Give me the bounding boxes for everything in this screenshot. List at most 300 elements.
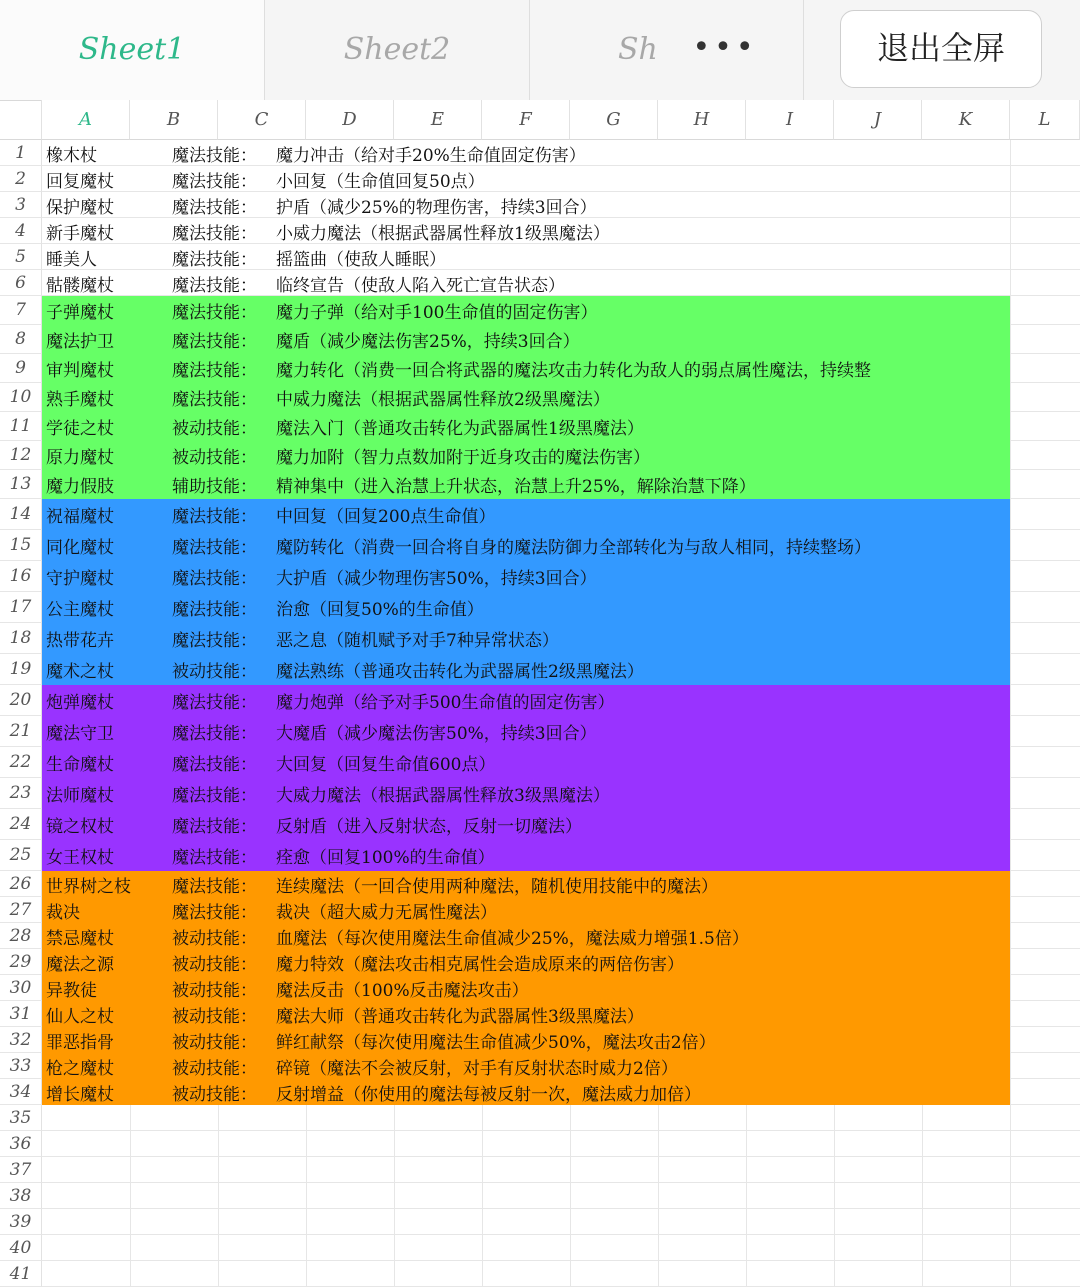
cell-skill-description[interactable]: 魔防转化（消费一回合将自身的魔法防御力全部转化为与敌人相同，持续整场） (276, 538, 871, 558)
cell-skill-description[interactable]: 摇篮曲（使敌人睡眠） (276, 249, 446, 270)
column-gridline (1010, 192, 1011, 218)
column-gridline (394, 1261, 395, 1287)
column-gridline (1010, 871, 1011, 897)
cell-skill-type[interactable]: 辅助技能： (172, 477, 257, 497)
cell-skill-description[interactable]: 魔力炮弹（给予对手500生命值的固定伤害） (276, 693, 615, 713)
column-gridline (834, 1157, 835, 1183)
table-row (0, 592, 1080, 623)
cell-skill-type[interactable]: 魔法技能： (172, 755, 257, 775)
cell-skill-description[interactable]: 魔法大师（普通攻击转化为武器属性3级黑魔法） (276, 1006, 644, 1027)
cell-skill-type[interactable]: 被动技能： (172, 419, 257, 439)
column-gridline (1010, 499, 1011, 530)
row-header[interactable]: 5 (0, 244, 42, 270)
column-gridline (658, 1235, 659, 1261)
cell-name[interactable]: 魔法护卫 (46, 332, 114, 352)
column-gridline (1010, 218, 1011, 244)
table-row (0, 1209, 1080, 1235)
column-gridline (570, 1105, 571, 1131)
column-gridline (658, 1157, 659, 1183)
cell-skill-description[interactable]: 临终宣告（使敌人陷入死亡宣告状态） (276, 275, 565, 296)
cell-skill-type[interactable]: 魔法技能： (172, 693, 257, 713)
column-gridline (1010, 975, 1011, 1001)
column-header-g[interactable]: G (570, 100, 658, 140)
row-header[interactable]: 36 (0, 1131, 42, 1157)
column-gridline (1010, 809, 1011, 840)
column-gridline (482, 1261, 483, 1287)
column-gridline (746, 1235, 747, 1261)
table-row (0, 1183, 1080, 1209)
cell-skill-description[interactable]: 鲜红献祭（每次使用魔法生命值减少50%，魔法攻击2倍） (276, 1032, 716, 1053)
table-row (0, 1157, 1080, 1183)
cell-name[interactable]: 魔法之源 (46, 954, 114, 975)
column-gridline (218, 1209, 219, 1235)
column-gridline (1010, 383, 1011, 412)
cell-skill-description[interactable]: 大护盾（减少物理伤害50%，持续3回合） (276, 569, 597, 589)
table-row (0, 840, 1080, 871)
column-gridline (1010, 716, 1011, 747)
column-gridline (306, 1209, 307, 1235)
column-gridline (570, 1183, 571, 1209)
column-gridline (1010, 923, 1011, 949)
column-gridline (1010, 949, 1011, 975)
row-header[interactable]: 39 (0, 1209, 42, 1235)
cell-name[interactable]: 异教徒 (46, 980, 97, 1001)
row-header[interactable]: 11 (0, 412, 42, 441)
column-gridline (658, 1261, 659, 1287)
column-gridline (130, 1235, 131, 1261)
column-header-l[interactable]: L (1010, 100, 1080, 140)
row-gridlines (42, 1131, 1080, 1157)
cell-skill-description[interactable]: 中回复（回复200点生命值） (276, 507, 496, 527)
column-gridline (746, 1131, 747, 1157)
column-gridline (306, 1131, 307, 1157)
row-header[interactable]: 18 (0, 623, 42, 654)
cell-skill-type[interactable]: 魔法技能： (172, 848, 257, 868)
column-gridline (1010, 166, 1011, 192)
column-gridline (394, 1157, 395, 1183)
table-row (0, 1001, 1080, 1027)
column-gridline (1010, 1261, 1011, 1287)
column-header-c[interactable]: C (218, 100, 306, 140)
table-row (0, 871, 1080, 897)
cell-name[interactable]: 裁决 (46, 902, 80, 923)
cell-name[interactable]: 仙人之杖 (46, 1006, 114, 1027)
cell-skill-type[interactable]: 魔法技能： (172, 223, 257, 244)
column-gridline (570, 1261, 571, 1287)
table-row (0, 1131, 1080, 1157)
column-gridline (130, 1131, 131, 1157)
row-header[interactable]: 23 (0, 778, 42, 809)
table-row (0, 499, 1080, 530)
cell-skill-description[interactable]: 魔力冲击（给对手20%生命值固定伤害） (276, 145, 586, 166)
more-tabs-icon[interactable]: ••• (692, 30, 758, 65)
column-gridline (1010, 1209, 1011, 1235)
row-header[interactable]: 8 (0, 325, 42, 354)
cell-skill-description[interactable]: 魔力加附（智力点数加附于近身攻击的魔法伤害） (276, 448, 650, 468)
cell-name[interactable]: 子弹魔杖 (46, 303, 114, 323)
column-gridline (1010, 1183, 1011, 1209)
table-row (0, 897, 1080, 923)
column-gridline (130, 1183, 131, 1209)
row-header[interactable]: 30 (0, 975, 42, 1001)
column-gridline (834, 1261, 835, 1287)
column-header-k[interactable]: K (922, 100, 1010, 140)
column-gridline (1010, 561, 1011, 592)
cell-skill-type[interactable]: 魔法技能： (172, 569, 257, 589)
column-gridline (570, 1209, 571, 1235)
cell-skill-type[interactable]: 被动技能： (172, 448, 257, 468)
row-header[interactable]: 29 (0, 949, 42, 975)
cell-skill-description[interactable]: 小威力魔法（根据武器属性释放1级黑魔法） (276, 223, 610, 244)
column-gridline (922, 1261, 923, 1287)
table-row (0, 192, 1080, 218)
column-header-e[interactable]: E (394, 100, 482, 140)
column-gridline (1010, 412, 1011, 441)
column-gridline (306, 1261, 307, 1287)
cell-skill-type[interactable]: 魔法技能： (172, 600, 257, 620)
cell-name[interactable]: 睡美人 (46, 249, 97, 270)
cell-skill-type[interactable]: 被动技能： (172, 954, 257, 975)
row-header[interactable]: 16 (0, 561, 42, 592)
row-header[interactable]: 38 (0, 1183, 42, 1209)
cell-name[interactable]: 禁忌魔杖 (46, 928, 114, 949)
cell-name[interactable]: 新手魔杖 (46, 223, 114, 244)
row-header[interactable]: 15 (0, 530, 42, 561)
cell-skill-type[interactable]: 魔法技能： (172, 145, 257, 166)
column-gridline (218, 1105, 219, 1131)
column-header-d[interactable]: D (306, 100, 394, 140)
row-gridlines (42, 1261, 1080, 1287)
row-gridlines (42, 1183, 1080, 1209)
cell-skill-type[interactable]: 魔法技能： (172, 390, 257, 410)
cell-skill-description[interactable]: 小回复（生命值回复50点） (276, 171, 485, 192)
cell-name[interactable]: 生命魔杖 (46, 755, 114, 775)
table-row (0, 949, 1080, 975)
table-row (0, 1261, 1080, 1287)
table-row (0, 1105, 1080, 1131)
row-header[interactable]: 7 (0, 296, 42, 325)
row-header[interactable]: 26 (0, 871, 42, 897)
row-header[interactable]: 34 (0, 1079, 42, 1105)
row-header[interactable]: 13 (0, 470, 42, 499)
column-header-i[interactable]: I (746, 100, 834, 140)
table-row (0, 654, 1080, 685)
cell-skill-type[interactable]: 魔法技能： (172, 786, 257, 806)
cell-skill-type[interactable]: 魔法技能： (172, 275, 257, 296)
cell-name[interactable]: 女王权杖 (46, 848, 114, 868)
column-gridline (746, 1209, 747, 1235)
column-gridline (570, 1157, 571, 1183)
table-row (0, 325, 1080, 354)
cell-skill-description[interactable]: 痊愈（回复100%的生命值） (276, 848, 495, 868)
row-header[interactable]: 27 (0, 897, 42, 923)
cell-name[interactable]: 橡木杖 (46, 145, 97, 166)
cell-skill-description[interactable]: 大威力魔法（根据武器属性释放3级黑魔法） (276, 786, 610, 806)
column-gridline (658, 1209, 659, 1235)
cell-name[interactable]: 学徒之杖 (46, 419, 114, 439)
cell-skill-description[interactable]: 魔盾（减少魔法伤害25%，持续3回合） (276, 332, 580, 352)
cell-skill-type[interactable]: 魔法技能： (172, 171, 257, 192)
cell-skill-description[interactable]: 魔力特效（魔法攻击相克属性会造成原来的两倍伤害） (276, 954, 684, 975)
row-header[interactable]: 1 (0, 140, 42, 166)
row-header[interactable]: 14 (0, 499, 42, 530)
table-row (0, 1053, 1080, 1079)
cell-skill-description[interactable]: 大魔盾（减少魔法伤害50%，持续3回合） (276, 724, 597, 744)
cell-name[interactable]: 罪恶指骨 (46, 1032, 114, 1053)
table-row (0, 270, 1080, 296)
cell-skill-type[interactable]: 魔法技能： (172, 538, 257, 558)
column-gridline (1010, 747, 1011, 778)
cell-skill-description[interactable]: 连续魔法（一回合使用两种魔法，随机使用技能中的魔法） (276, 876, 718, 897)
column-header-b[interactable]: B (130, 100, 218, 140)
cell-skill-description[interactable]: 中威力魔法（根据武器属性释放2级黑魔法） (276, 390, 610, 410)
row-header[interactable]: 32 (0, 1027, 42, 1053)
cell-name[interactable]: 热带花卉 (46, 631, 114, 651)
column-gridline (130, 1261, 131, 1287)
cell-skill-type[interactable]: 被动技能： (172, 980, 257, 1001)
column-gridline (658, 1131, 659, 1157)
column-gridline (570, 1131, 571, 1157)
cell-name[interactable]: 审判魔杖 (46, 361, 114, 381)
column-gridline (130, 1105, 131, 1131)
cell-skill-description[interactable]: 护盾（减少25%的物理伤害，持续3回合） (276, 197, 597, 218)
cell-skill-type[interactable]: 魔法技能： (172, 876, 257, 897)
column-gridline (1010, 1053, 1011, 1079)
table-row (0, 470, 1080, 499)
cell-skill-description[interactable]: 裁决（超大威力无属性魔法） (276, 902, 497, 923)
cell-name[interactable]: 世界树之枝 (46, 876, 131, 897)
row-header[interactable]: 2 (0, 166, 42, 192)
cell-skill-type[interactable]: 被动技能： (172, 1006, 257, 1027)
cell-name[interactable]: 原力魔杖 (46, 448, 114, 468)
cell-skill-type[interactable]: 魔法技能： (172, 902, 257, 923)
column-gridline (1010, 441, 1011, 470)
cell-name[interactable]: 公主魔杖 (46, 600, 114, 620)
column-gridline (306, 1235, 307, 1261)
table-row (0, 561, 1080, 592)
select-all-corner[interactable] (0, 100, 42, 140)
table-row (0, 166, 1080, 192)
column-header-j[interactable]: J (834, 100, 922, 140)
column-gridline (394, 1209, 395, 1235)
column-gridline (482, 1157, 483, 1183)
row-header[interactable]: 40 (0, 1235, 42, 1261)
cell-skill-description[interactable]: 魔法入门（普通攻击转化为武器属性1级黑魔法） (276, 419, 644, 439)
column-gridline (746, 1261, 747, 1287)
table-row (0, 530, 1080, 561)
table-row (0, 1027, 1080, 1053)
row-header[interactable]: 19 (0, 654, 42, 685)
row-header[interactable]: 35 (0, 1105, 42, 1131)
column-gridline (394, 1105, 395, 1131)
cell-skill-description[interactable]: 治愈（回复50%的生命值） (276, 600, 484, 620)
column-gridline (482, 1183, 483, 1209)
column-gridline (922, 1105, 923, 1131)
column-gridline (394, 1131, 395, 1157)
row-header[interactable]: 12 (0, 441, 42, 470)
row-gridlines (42, 1157, 1080, 1183)
column-gridline (482, 1209, 483, 1235)
cell-skill-description[interactable]: 大回复（回复生命值600点） (276, 755, 496, 775)
row-header[interactable]: 31 (0, 1001, 42, 1027)
sheet-tab-bar (0, 0, 1080, 101)
column-header-h[interactable]: H (658, 100, 746, 140)
column-gridline (1010, 1235, 1011, 1261)
cell-skill-type[interactable]: 被动技能： (172, 928, 257, 949)
column-gridline (1010, 623, 1011, 654)
cell-skill-description[interactable]: 魔法反击（100%反击魔法攻击） (276, 980, 529, 1001)
row-gridlines (42, 1105, 1080, 1131)
cell-name[interactable]: 镜之权杖 (46, 817, 114, 837)
cell-skill-description[interactable]: 精神集中（进入治慧上升状态，治慧上升25%，解除治慧下降） (276, 477, 756, 497)
row-header[interactable]: 9 (0, 354, 42, 383)
cell-skill-type[interactable]: 被动技能： (172, 1058, 257, 1079)
column-gridline (306, 1157, 307, 1183)
cell-name[interactable]: 枪之魔杖 (46, 1058, 114, 1079)
cell-skill-type[interactable]: 魔法技能： (172, 249, 257, 270)
cell-skill-type[interactable]: 魔法技能： (172, 303, 257, 323)
column-gridline (130, 1209, 131, 1235)
row-header[interactable]: 22 (0, 747, 42, 778)
cell-skill-type[interactable]: 被动技能： (172, 662, 257, 682)
column-gridline (834, 1131, 835, 1157)
column-header-f[interactable]: F (482, 100, 570, 140)
row-header[interactable]: 28 (0, 923, 42, 949)
cell-skill-description[interactable]: 血魔法（每次使用魔法生命值减少25%，魔法威力增强1.5倍） (276, 928, 749, 949)
spreadsheet-grid[interactable] (0, 100, 1080, 1288)
row-header[interactable]: 25 (0, 840, 42, 871)
cell-name[interactable]: 魔力假肢 (46, 477, 114, 497)
column-gridline (1010, 1079, 1011, 1105)
cell-name[interactable]: 炮弹魔杖 (46, 693, 114, 713)
cell-skill-description[interactable]: 反射增益（你使用的魔法每被反射一次，魔法威力加倍） (276, 1084, 701, 1105)
column-gridline (658, 1105, 659, 1131)
cell-skill-type[interactable]: 魔法技能： (172, 724, 257, 744)
column-gridline (746, 1183, 747, 1209)
column-gridline (1010, 244, 1011, 270)
column-gridline (394, 1235, 395, 1261)
cell-name[interactable]: 祝福魔杖 (46, 507, 114, 527)
row-header[interactable]: 3 (0, 192, 42, 218)
column-gridline (658, 1183, 659, 1209)
column-gridline (922, 1235, 923, 1261)
column-gridline (218, 1261, 219, 1287)
cell-skill-type[interactable]: 魔法技能： (172, 197, 257, 218)
cell-name[interactable]: 同化魔杖 (46, 538, 114, 558)
column-gridline (834, 1209, 835, 1235)
column-header-a[interactable]: A (42, 100, 130, 140)
column-gridline (1010, 354, 1011, 383)
cell-skill-type[interactable]: 魔法技能： (172, 507, 257, 527)
column-gridline (482, 1105, 483, 1131)
cell-name[interactable]: 骷髅魔杖 (46, 275, 114, 296)
cell-name[interactable]: 熟手魔杖 (46, 390, 114, 410)
cell-skill-description[interactable]: 魔法熟练（普通攻击转化为武器属性2级黑魔法） (276, 662, 644, 682)
row-header[interactable]: 21 (0, 716, 42, 747)
cell-skill-type[interactable]: 魔法技能： (172, 361, 257, 381)
cell-name[interactable]: 守护魔杖 (46, 569, 114, 589)
column-gridline (218, 1131, 219, 1157)
column-gridline (218, 1235, 219, 1261)
cell-name[interactable]: 增长魔杖 (46, 1084, 114, 1105)
column-gridline (482, 1235, 483, 1261)
table-row (0, 218, 1080, 244)
tab-sheet2[interactable]: Sheet2 (265, 0, 530, 100)
cell-skill-description[interactable]: 反射盾（进入反射状态，反射一切魔法） (276, 817, 582, 837)
column-gridline (1010, 325, 1011, 354)
cell-name[interactable]: 回复魔杖 (46, 171, 114, 192)
row-header[interactable]: 41 (0, 1261, 42, 1287)
column-gridline (922, 1157, 923, 1183)
column-gridline (1010, 592, 1011, 623)
tab-sheet1[interactable]: Sheet1 (0, 0, 265, 100)
cell-skill-description[interactable]: 魔力转化（消费一回合将武器的魔法攻击力转化为敌人的弱点属性魔法，持续整 (276, 361, 871, 381)
column-gridline (1010, 1131, 1011, 1157)
cell-name[interactable]: 魔术之杖 (46, 662, 114, 682)
cell-skill-type[interactable]: 魔法技能： (172, 332, 257, 352)
row-header[interactable]: 10 (0, 383, 42, 412)
column-gridline (1010, 270, 1011, 296)
row-gridlines (42, 1235, 1080, 1261)
column-gridline (1010, 897, 1011, 923)
row-header[interactable]: 33 (0, 1053, 42, 1079)
column-gridline (922, 1131, 923, 1157)
cell-name[interactable]: 魔法守卫 (46, 724, 114, 744)
column-gridline (1010, 530, 1011, 561)
column-gridline (746, 1157, 747, 1183)
row-header[interactable]: 20 (0, 685, 42, 716)
cell-skill-type[interactable]: 魔法技能： (172, 631, 257, 651)
table-row (0, 778, 1080, 809)
column-gridline (394, 1183, 395, 1209)
column-gridline (570, 1235, 571, 1261)
tab-sheet3[interactable]: Sh (530, 0, 804, 100)
column-gridline (130, 1157, 131, 1183)
row-header[interactable]: 24 (0, 809, 42, 840)
cell-skill-description[interactable]: 恶之息（随机赋予对手7种异常状态） (276, 631, 559, 651)
column-gridline (1010, 840, 1011, 871)
cell-name[interactable]: 保护魔杖 (46, 197, 114, 218)
column-gridline (1010, 685, 1011, 716)
table-row (0, 923, 1080, 949)
row-header[interactable]: 4 (0, 218, 42, 244)
cell-skill-type[interactable]: 被动技能： (172, 1084, 257, 1105)
column-gridline (1010, 140, 1011, 166)
column-gridline (746, 1105, 747, 1131)
table-row (0, 1079, 1080, 1105)
cell-name[interactable]: 法师魔杖 (46, 786, 114, 806)
table-row (0, 383, 1080, 412)
table-row (0, 140, 1080, 166)
cell-skill-description[interactable]: 魔力子弹（给对手100生命值的固定伤害） (276, 303, 598, 323)
column-gridline (1010, 1105, 1011, 1131)
cell-skill-description[interactable]: 碎镜（魔法不会被反射，对手有反射状态时威力2倍） (276, 1058, 678, 1079)
exit-fullscreen-button[interactable]: 退出全屏 (840, 10, 1042, 88)
row-header[interactable]: 6 (0, 270, 42, 296)
cell-skill-type[interactable]: 被动技能： (172, 1032, 257, 1053)
column-gridline (1010, 778, 1011, 809)
row-header[interactable]: 17 (0, 592, 42, 623)
table-row (0, 244, 1080, 270)
row-header[interactable]: 37 (0, 1157, 42, 1183)
column-gridline (218, 1183, 219, 1209)
column-gridline (922, 1209, 923, 1235)
column-gridline (1010, 1027, 1011, 1053)
column-gridline (482, 1131, 483, 1157)
cell-skill-type[interactable]: 魔法技能： (172, 817, 257, 837)
table-row (0, 747, 1080, 778)
table-row (0, 1235, 1080, 1261)
